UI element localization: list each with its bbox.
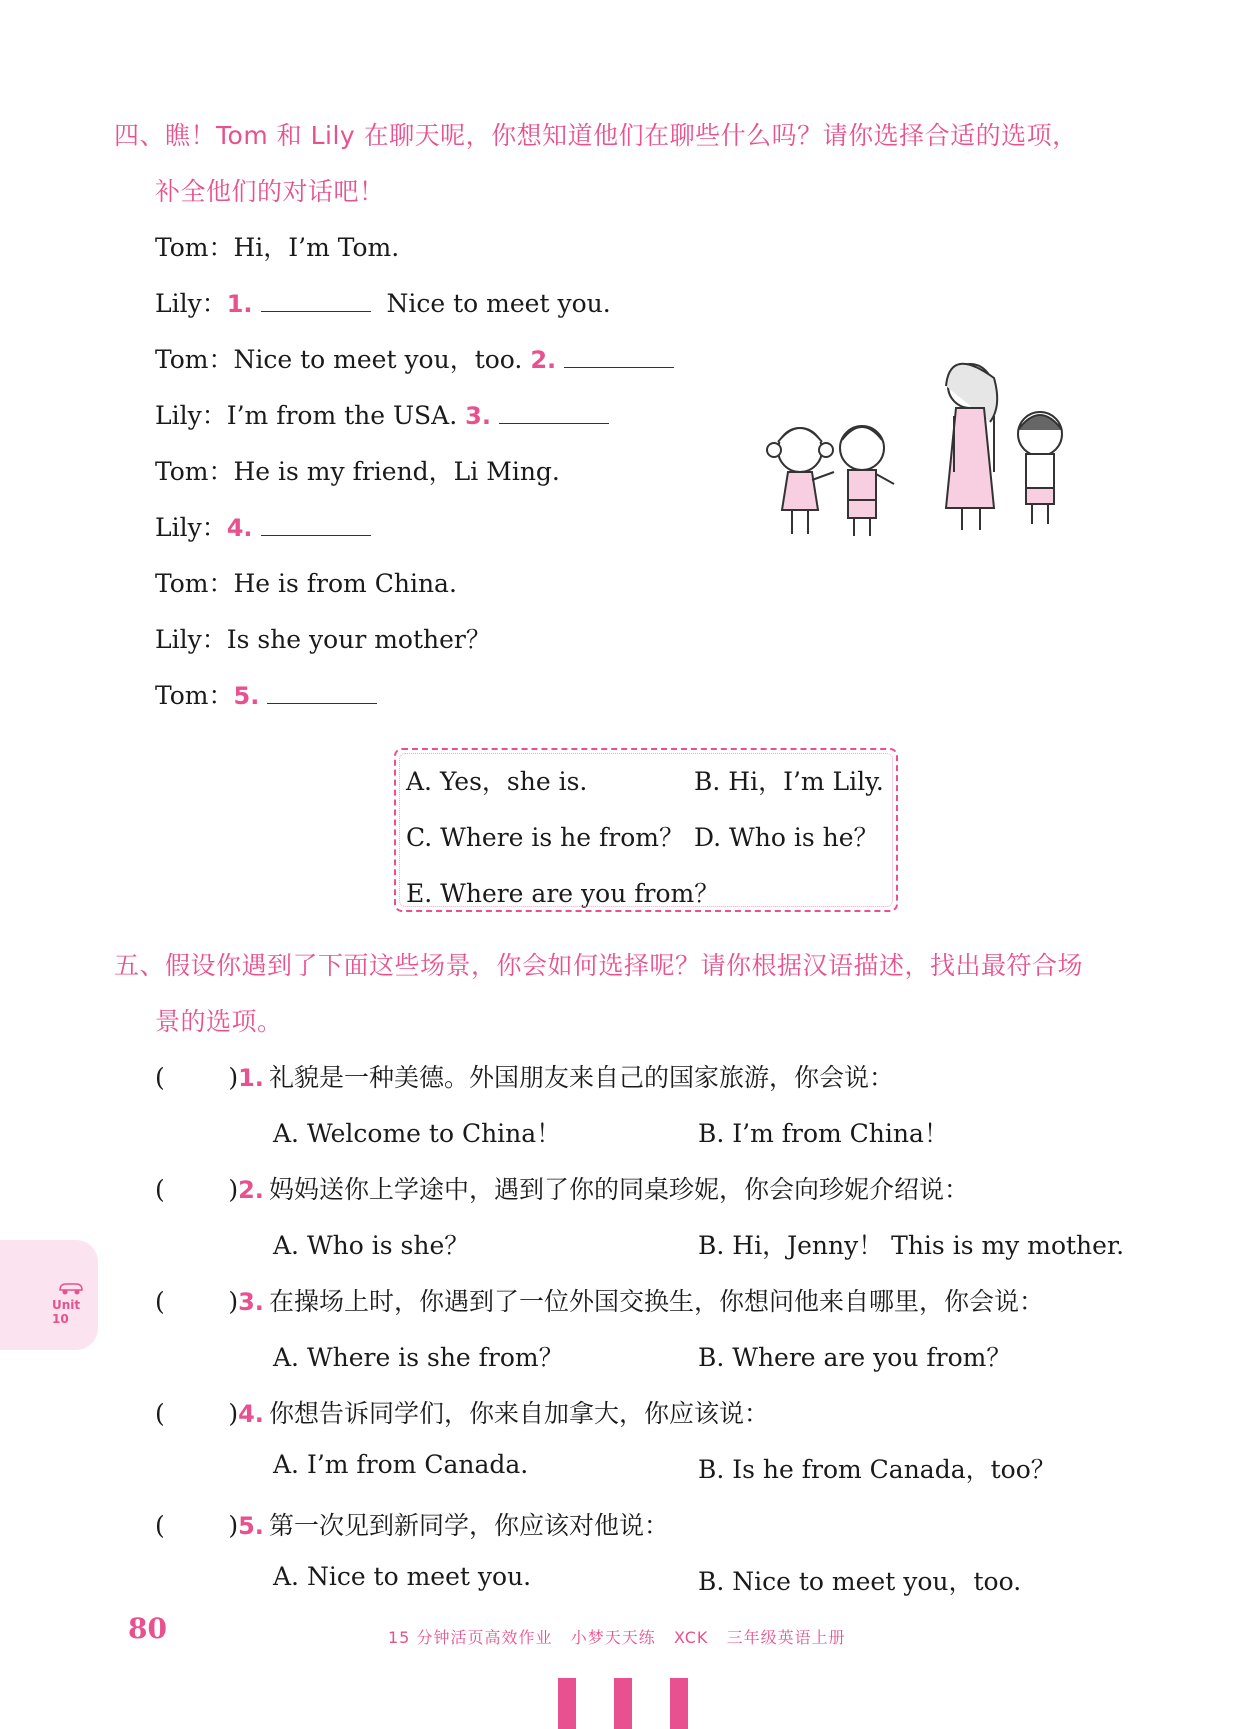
choice-b: B. I’m from China！ (698, 1119, 949, 1148)
dialogue-line (155, 508, 371, 544)
answer-parentheses[interactable]: ( ) (155, 1175, 239, 1204)
answer-blank[interactable] (261, 289, 371, 312)
section5-title: 五、假设你遇到了下面这些场景，你会如何选择呢？请你根据汉语描述，找出最符合场 (114, 951, 1084, 980)
question-number: 2. (238, 1176, 264, 1204)
blank-number: 2. (530, 346, 557, 374)
option-b: B. Hi，I’m Lily. (694, 767, 884, 796)
question-number: 3. (238, 1288, 264, 1316)
question-text: 你想告诉同学们，你来自加拿大，你应该说： (269, 1399, 770, 1428)
choice-b: B. Nice to meet you，too. (698, 1567, 1022, 1596)
dialogue-text: Lily：I’m from the USA. (155, 401, 458, 430)
question-4 (155, 1394, 769, 1430)
answer-blank[interactable] (267, 681, 377, 704)
choice-a: A. Nice to meet you. (273, 1562, 532, 1591)
unit-label: Unit 10 (52, 1298, 81, 1326)
dialogue-line (155, 396, 609, 432)
unit-tab[interactable] (0, 1240, 98, 1350)
choice-a: A. Welcome to China！ (273, 1119, 562, 1148)
question-text: 第一次见到新同学，你应该对他说： (269, 1511, 670, 1540)
footer-bar (558, 1678, 576, 1729)
question-5 (155, 1506, 669, 1542)
blank-number: 3. (465, 402, 491, 430)
dialogue-text: Tom： (155, 681, 234, 710)
footer-text: 15 分钟活页高效作业 小梦天天练 XCK 三年级英语上册 (388, 1628, 846, 1647)
car-icon (58, 1278, 84, 1296)
dialogue-text: Tom：Hi，I’m Tom. (155, 233, 400, 262)
section5-title-cont: 景的选项。 (155, 1007, 283, 1036)
answer-blank[interactable] (499, 401, 609, 424)
option-e: E. Where are you from？ (406, 879, 720, 908)
option-d: D. Who is he？ (694, 823, 879, 852)
choice-a: A. Who is she？ (273, 1231, 470, 1260)
answer-parentheses[interactable]: ( ) (155, 1063, 239, 1092)
question-2 (155, 1170, 969, 1206)
dialogue-line (155, 228, 399, 264)
answer-parentheses[interactable]: ( ) (155, 1399, 239, 1428)
answer-parentheses[interactable]: ( ) (155, 1511, 239, 1540)
option-c: C. Where is he from？ (406, 823, 684, 852)
dialogue-line (155, 620, 491, 656)
section4-title: 四、瞧！Tom 和 Lily 在聊天呢，你想知道他们在聊些什么吗？请你选择合适的选项， (114, 121, 1078, 150)
dialogue-text: Tom：He is from China. (155, 569, 457, 598)
dialogue-text: Lily：Is she your mother？ (155, 625, 491, 654)
dialogue-text: Lily： (155, 513, 227, 542)
question-text: 在操场上时，你遇到了一位外国交换生，你想问他来自哪里，你会说： (269, 1287, 1045, 1316)
options-box (394, 748, 898, 912)
question-number: 1. (238, 1064, 264, 1092)
option-a: A. Yes，she is. (406, 767, 588, 796)
question-text: 礼貌是一种美德。外国朋友来自己的国家旅游，你会说： (269, 1063, 895, 1092)
children-illustration (750, 350, 1080, 590)
dialogue-line (155, 340, 674, 376)
blank-number: 5. (233, 682, 260, 710)
dialogue-line (155, 676, 377, 712)
dialogue-text: Lily： (155, 289, 227, 318)
choice-a: A. I’m from Canada. (273, 1450, 529, 1479)
footer-bar (670, 1678, 688, 1729)
answer-parentheses[interactable]: ( ) (155, 1287, 239, 1316)
blank-number: 1. (226, 290, 253, 318)
dialogue-text-after: Nice to meet you. (386, 289, 611, 318)
question-number: 4. (238, 1400, 264, 1428)
question-1 (155, 1058, 894, 1094)
answer-blank[interactable] (564, 345, 674, 368)
choice-b: B. Where are you from？ (698, 1343, 1012, 1372)
question-number: 5. (238, 1512, 264, 1540)
dialogue-text: Tom：Nice to meet you，too. (155, 345, 523, 374)
dialogue-line (155, 284, 611, 320)
dialogue-line (155, 564, 457, 600)
section4-title-cont: 补全他们的对话吧！ (155, 177, 385, 206)
choice-b: B. Hi，Jenny！ This is my mother. (698, 1231, 1125, 1260)
footer-bar (614, 1678, 632, 1729)
dialogue-line (155, 452, 560, 488)
page-number: 80 (128, 1612, 167, 1645)
choice-b: B. Is he from Canada，too？ (698, 1455, 1056, 1484)
choice-a: A. Where is she from？ (273, 1343, 564, 1372)
blank-number: 4. (226, 514, 253, 542)
answer-blank[interactable] (261, 513, 371, 536)
question-3 (155, 1282, 1044, 1318)
question-text: 妈妈送你上学途中，遇到了你的同桌珍妮，你会向珍妮介绍说： (269, 1175, 970, 1204)
dialogue-text: Tom：He is my friend，Li Ming. (155, 457, 560, 486)
